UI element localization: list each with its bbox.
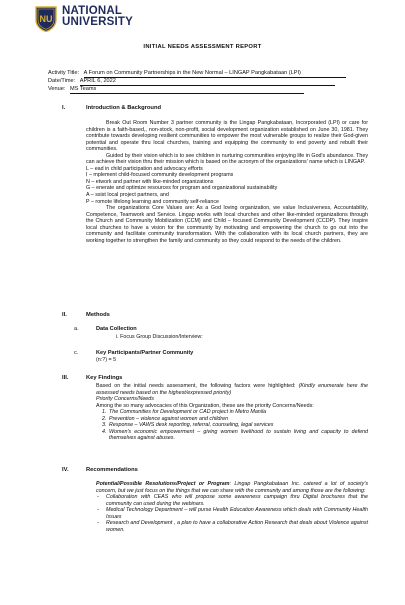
section-3-title: Key Findings	[86, 375, 123, 381]
venue-value: MS Teams	[70, 86, 304, 94]
section-2-title: Methods	[86, 312, 110, 318]
section-1-body	[86, 120, 368, 244]
findings-intro-text: Based on the initial needs assessment, the following factors were highlighted:	[96, 383, 296, 389]
acronym-item: N – etwork and partner with like-minded organizations	[86, 178, 214, 185]
section-2-number: II.	[62, 312, 67, 318]
activity-title-label: Activity Title:	[48, 70, 80, 76]
resolutions-label: Potential/Possible Resolutions/Project or Program	[96, 481, 230, 487]
venue-row	[48, 86, 304, 94]
subsection-c-letter: c.	[74, 350, 79, 356]
priority-list	[96, 409, 368, 442]
priority-intro: Among the so many advocacies of this Organization, these are the priority Concerns/Needs:	[96, 402, 314, 409]
key-participants-heading: Key Participants/Partner Community	[96, 350, 194, 356]
priority-item: 2. Prevention – violence against women and children	[108, 416, 368, 423]
shield-logo-icon	[34, 6, 58, 32]
priority-item: 3. Response – VAWS desk reporting, referral, counseling, legal services	[108, 422, 368, 429]
brand-line-2: UNIVERSITY	[62, 16, 134, 28]
priority-item: 1. The Communities for Development or CAD project in Metro Manila	[108, 409, 368, 416]
brand-line-1: NATIONAL	[62, 5, 123, 17]
participant-count: (n:?) = 5	[96, 357, 117, 363]
document-title: INITIAL NEEDS ASSESSMENT REPORT	[143, 44, 262, 50]
priority-label: Priority Concerns/Needs	[96, 396, 154, 403]
date-value: APRIL 6, 2022	[80, 78, 335, 86]
university-name	[62, 6, 133, 28]
acronym-item: A – ssist local project partners, and	[86, 192, 169, 199]
section-4-body	[96, 481, 368, 533]
acronym-list	[86, 166, 368, 205]
activity-title-value: A Forum on Community Partnerships in the New Normal – LINGAP Pangkabataan (LPI)	[84, 70, 346, 78]
venue-label: Venue:	[48, 86, 66, 92]
priority-item: 4. Women's economic empowerment – giving women livelihood to sustain living and capacity to defend themselves against abuses.	[108, 429, 368, 442]
logo-letters: NU	[39, 14, 53, 24]
recommendation-item: - Medical Technology Department – will purse Health Education Awareness which deals with Community Health Issues	[106, 507, 368, 520]
findings-intro	[96, 383, 368, 396]
intro-paragraph-2: Guided by their vision which is to see children in nurturing communities enjoying life in God's abundance. They can achieve their vision thru their mission which is based on the acronym of the organizations' name which is LINGAP.	[86, 152, 368, 166]
section-1-number: I.	[62, 105, 66, 111]
section-1-title: Introduction & Background	[86, 105, 162, 111]
acronym-item: L – ead in child participation and advocacy efforts	[86, 165, 203, 172]
data-collection-heading: Data Collection	[96, 326, 137, 332]
acronym-item: P – romote lifelong learning and community self-reliance	[86, 198, 219, 205]
activity-title-row	[48, 70, 346, 78]
section-4-title: Recommendations	[86, 467, 138, 473]
section-3-number: III.	[62, 375, 69, 381]
intro-paragraph-1: Break Out Room Number 3 partner community is the Lingap Pangkabataan, Incorporated (LPI) or care for children is a faith-based,, non-stock, non-profit, social development organization established on June 30, 1981. They contribute towards developing resilient communities to empower the most vulnerable groups to realize their God-given potential and operate thru local churches, training and equipping the community to end poverty and rebuilt their communities.	[86, 120, 368, 153]
date-row	[48, 78, 335, 86]
university-logo	[34, 6, 58, 32]
section-4-number: IV.	[62, 467, 69, 473]
recommendation-item: - Research and Development , a plan to have a collaborative Action Research that deals about Violence against women.	[106, 520, 368, 533]
intro-paragraph-3: The organizations Core Values are: As a God loving organization, we value Inclusiveness, Accountability, Competence, Teamwork and Service. Lingap works with local churches and other like-minded organizations through the Church and Community Mobilization (CCM) and Child – focused Community Development (CCDP). They inspire local churches to have a vision for the community by motivating and empowering the church to go out into the community and facilitate community transformation. With the collaboration with its local church partners, they are working together to strengthen the family and community so they could respond to the needs of the children.	[86, 205, 368, 244]
section-3-body	[96, 383, 368, 442]
recommendations-lead	[96, 481, 368, 494]
subsection-a-letter: a.	[74, 326, 79, 332]
focus-group-item: i. Focus Group Discussion/Interview:	[116, 334, 203, 340]
recommendation-list	[96, 494, 368, 533]
acronym-item: G – enerate and optimize resources for program and organizational sustainability	[86, 185, 278, 192]
resolutions-text: : Lingap Pangkabataan Inc. catered a lot of society's concern, but we just focus on the things that we can share with the community and among those are the following:	[96, 481, 369, 494]
acronym-item: I – mplement child-focused community development programs	[86, 172, 234, 179]
date-label: Date/Time:	[48, 78, 76, 84]
recommendation-item: - Collaboration with CEAS who will propose some awareness campaign thru Digital brochures that the community can used during the webinars.	[106, 494, 368, 507]
findings-intro-note: (Kindly enumerate here the assessed needs based on the highest/expressed priority)	[96, 383, 368, 396]
